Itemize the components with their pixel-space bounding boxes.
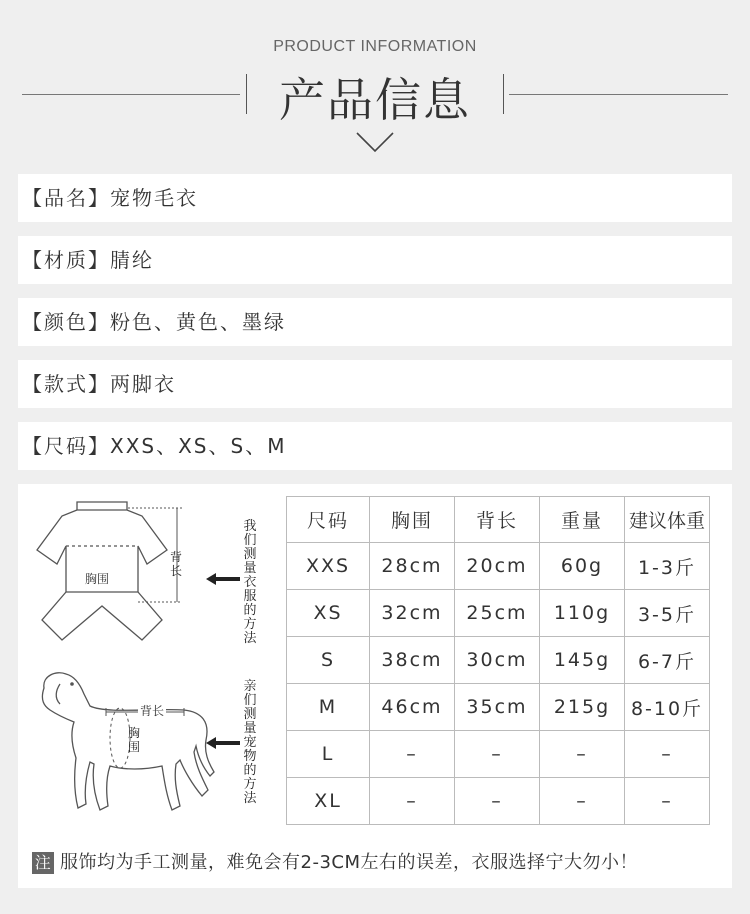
info-row-size [18, 422, 732, 470]
info-label: 【款式】 [22, 372, 110, 396]
table-row [287, 684, 710, 731]
clothes-chest-label: 胸围 [85, 572, 110, 586]
table-cell: XXS [287, 543, 370, 590]
dog-chest-label: 胸围 [127, 726, 140, 754]
table-cell: – [540, 778, 625, 825]
table-cell: XS [287, 590, 370, 637]
note-badge: 注 [32, 852, 54, 874]
table-cell: 145g [540, 637, 625, 684]
footnote [32, 848, 638, 874]
table-cell: 6-7斤 [625, 637, 710, 684]
table-header-cell: 背长 [455, 497, 540, 543]
table-cell: 8-10斤 [625, 684, 710, 731]
table-header-cell: 重量 [540, 497, 625, 543]
info-value: 两脚衣 [110, 372, 176, 396]
table-cell: M [287, 684, 370, 731]
title-right-bar [503, 74, 504, 114]
info-value: 粉色、黄色、墨绿 [110, 310, 286, 334]
size-panel [18, 484, 732, 888]
table-cell: 25cm [455, 590, 540, 637]
info-row-material [18, 236, 732, 284]
info-value: 腈纶 [110, 248, 154, 272]
table-cell: – [540, 731, 625, 778]
table-cell: 32cm [370, 590, 455, 637]
table-row [287, 543, 710, 590]
title-right-line [509, 94, 728, 95]
dog-back-label: 背长 [140, 704, 165, 718]
table-cell: – [370, 731, 455, 778]
info-label: 【颜色】 [22, 310, 110, 334]
table-cell: XL [287, 778, 370, 825]
table-header-cell: 尺码 [287, 497, 370, 543]
table-cell: S [287, 637, 370, 684]
info-label: 【材质】 [22, 248, 110, 272]
info-label: 【品名】 [22, 186, 110, 210]
dog-method-text: 亲们测量宠物的方法 [243, 679, 257, 806]
table-cell: – [370, 778, 455, 825]
table-header-row [287, 497, 710, 543]
page-title: 产品信息 [279, 73, 471, 127]
header [0, 0, 750, 170]
info-row-style [18, 360, 732, 408]
table-cell: – [455, 778, 540, 825]
info-value: XXS、XS、S、M [110, 434, 287, 458]
arrow-left-icon [206, 572, 242, 586]
clothes-back-label: 背长 [169, 550, 182, 578]
table-cell: 215g [540, 684, 625, 731]
table-cell: – [625, 731, 710, 778]
table-header-cell: 建议体重 [625, 497, 710, 543]
table-cell: 110g [540, 590, 625, 637]
table-cell: L [287, 731, 370, 778]
table-cell: 35cm [455, 684, 540, 731]
table-row [287, 731, 710, 778]
chevron-down-icon [355, 130, 395, 154]
note-text: 服饰均为手工测量，难免会有2-3CM左右的误差，衣服选择宁大勿小！ [60, 852, 638, 873]
info-value: 宠物毛衣 [110, 186, 198, 210]
table-row [287, 778, 710, 825]
table-cell: 60g [540, 543, 625, 590]
table-cell: 28cm [370, 543, 455, 590]
table-row [287, 637, 710, 684]
info-row-name [18, 174, 732, 222]
table-cell: – [455, 731, 540, 778]
table-header-cell: 胸围 [370, 497, 455, 543]
clothes-method-text: 我们测量衣服的方法 [243, 519, 257, 646]
size-table [286, 496, 710, 825]
sweater-diagram-icon [32, 498, 192, 658]
table-cell: 1-3斤 [625, 543, 710, 590]
table-cell: 38cm [370, 637, 455, 684]
page-subtitle: PRODUCT INFORMATION [273, 38, 477, 55]
table-cell: – [625, 778, 710, 825]
info-row-color [18, 298, 732, 346]
table-cell: 20cm [455, 543, 540, 590]
arrow-left-icon [206, 736, 242, 750]
table-cell: 46cm [370, 684, 455, 731]
table-cell: 3-5斤 [625, 590, 710, 637]
table-row [287, 590, 710, 637]
info-label: 【尺码】 [22, 434, 110, 458]
table-cell: 30cm [455, 637, 540, 684]
